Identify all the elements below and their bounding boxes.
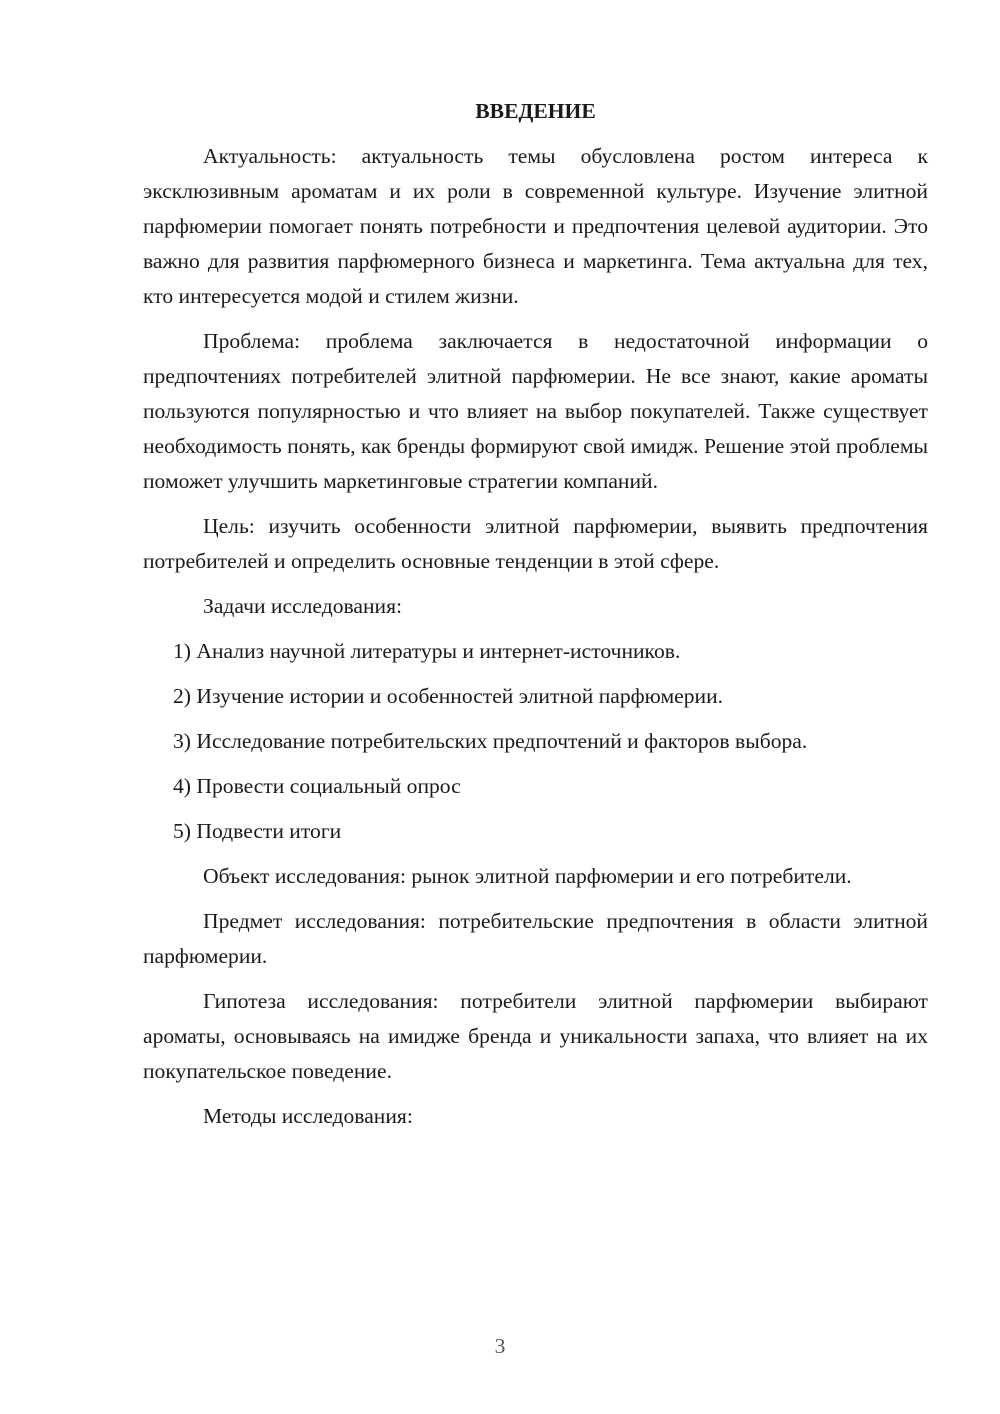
paragraph-relevance: Актуальность: актуальность темы обусловлена ростом интереса к эксклюзивным ароматам и их роли в современной культуре. Изучение элитной парфюмерии помогает понять потребности и предпочтения целевой аудитории. Это важно для развития парфюмерного бизнеса и маркетинга. Тема актуальна для тех, кто интересуется модой и стилем жизни.	[143, 144, 928, 308]
paragraph-tasks-title: Задачи исследования:	[203, 594, 403, 618]
paragraph-methods-title: Методы исследования:	[203, 1104, 413, 1128]
list-item: 4) Провести социальный опрос	[173, 774, 461, 798]
paragraph-object: Объект исследования: рынок элитной парфюмерии и его потребители.	[203, 864, 852, 888]
list-item: 2) Изучение истории и особенностей элитной парфюмерии.	[173, 684, 724, 708]
document-body	[143, 94, 928, 1144]
list-item: 1) Анализ научной литературы и интернет-источников.	[173, 639, 681, 663]
paragraph-problem: Проблема: проблема заключается в недостаточной информации о предпочтениях потребителей элитной парфюмерии. Не все знают, какие ароматы пользуются популярностью и что влияет на выбор покупателей. Также существует необходимость понять, как бренды формируют свой имидж. Решение этой проблемы поможет улучшить маркетинговые стратегии компаний.	[143, 329, 928, 493]
paragraph-hypothesis: Гипотеза исследования: потребители элитной парфюмерии выбирают ароматы, основываясь на имидже бренда и уникальности запаха, что влияет на их покупательское поведение.	[143, 989, 928, 1083]
list-item: 3) Исследование потребительских предпочтений и факторов выбора.	[173, 729, 808, 753]
section-heading: ВВЕДЕНИЕ	[475, 99, 596, 123]
page-number: 3	[494, 1334, 506, 1358]
paragraph-subject: Предмет исследования: потребительские предпочтения в области элитной парфюмерии.	[143, 909, 928, 968]
paragraph-goal: Цель: изучить особенности элитной парфюмерии, выявить предпочтения потребителей и определить основные тенденции в этой сфере.	[143, 514, 928, 573]
list-item: 5) Подвести итоги	[173, 819, 342, 843]
tasks-list	[143, 634, 928, 849]
